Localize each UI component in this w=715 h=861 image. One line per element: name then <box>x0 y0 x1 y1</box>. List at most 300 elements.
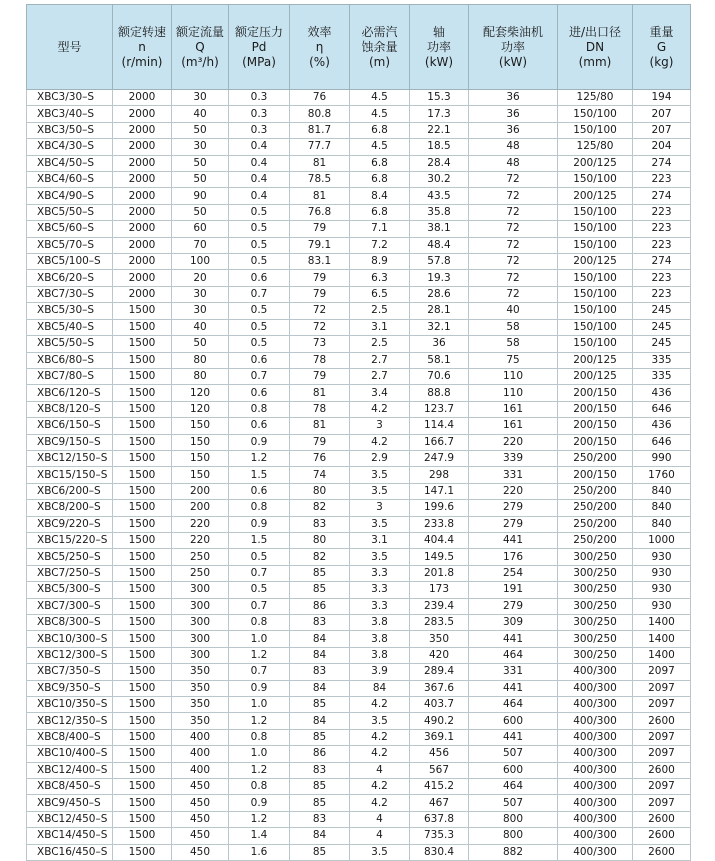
cell-engine-power: 279 <box>469 516 558 532</box>
cell-rated-flow: 150 <box>172 418 229 434</box>
cell-efficiency: 83 <box>290 762 350 778</box>
cell-inlet-outlet-diameter: 200/150 <box>558 467 633 483</box>
cell-inlet-outlet-diameter: 400/300 <box>558 746 633 762</box>
cell-npsh-required: 6.8 <box>350 155 410 171</box>
table-row <box>27 336 691 352</box>
cell-shaft-power: 467 <box>410 795 469 811</box>
table-row <box>27 221 691 237</box>
cell-inlet-outlet-diameter: 300/250 <box>558 565 633 581</box>
cell-rated-flow: 150 <box>172 467 229 483</box>
cell-shaft-power: 57.8 <box>410 254 469 270</box>
cell-shaft-power: 123.7 <box>410 401 469 417</box>
table-row <box>27 598 691 614</box>
cell-rated-pressure: 0.9 <box>229 680 290 696</box>
cell-shaft-power: 147.1 <box>410 483 469 499</box>
header-rated-pressure <box>229 5 290 90</box>
cell-rated-speed: 1500 <box>113 795 172 811</box>
cell-npsh-required: 8.4 <box>350 188 410 204</box>
table-row <box>27 286 691 302</box>
cell-model: XBC8/400–S <box>27 729 113 745</box>
cell-shaft-power: 88.8 <box>410 385 469 401</box>
cell-weight: 840 <box>633 516 691 532</box>
cell-model: XBC8/300–S <box>27 615 113 631</box>
cell-npsh-required: 3.5 <box>350 844 410 860</box>
header-model <box>27 5 113 90</box>
cell-model: XBC5/40–S <box>27 319 113 335</box>
cell-inlet-outlet-diameter: 250/200 <box>558 500 633 516</box>
cell-efficiency: 81 <box>290 188 350 204</box>
cell-inlet-outlet-diameter: 150/100 <box>558 270 633 286</box>
header-line: (MPa) <box>242 54 276 69</box>
cell-npsh-required: 2.5 <box>350 303 410 319</box>
cell-shaft-power: 149.5 <box>410 549 469 565</box>
cell-rated-pressure: 0.6 <box>229 352 290 368</box>
table-row <box>27 828 691 844</box>
cell-rated-flow: 120 <box>172 385 229 401</box>
cell-rated-speed: 1500 <box>113 401 172 417</box>
header-line: (kW) <box>424 54 454 69</box>
cell-rated-speed: 2000 <box>113 286 172 302</box>
cell-efficiency: 84 <box>290 647 350 663</box>
header-line: 额定压力 <box>234 24 283 39</box>
cell-weight: 840 <box>633 483 691 499</box>
header-line: 轴 <box>432 24 445 39</box>
cell-model: XBC8/450–S <box>27 779 113 795</box>
cell-efficiency: 74 <box>290 467 350 483</box>
cell-inlet-outlet-diameter: 400/300 <box>558 697 633 713</box>
cell-rated-pressure: 1.4 <box>229 828 290 844</box>
cell-inlet-outlet-diameter: 250/200 <box>558 532 633 548</box>
pump-spec-table <box>26 4 691 861</box>
table-row <box>27 582 691 598</box>
cell-npsh-required: 6.8 <box>350 122 410 138</box>
cell-engine-power: 72 <box>469 188 558 204</box>
cell-engine-power: 441 <box>469 680 558 696</box>
cell-npsh-required: 3.5 <box>350 549 410 565</box>
cell-efficiency: 76.8 <box>290 204 350 220</box>
cell-engine-power: 72 <box>469 286 558 302</box>
table-row <box>27 450 691 466</box>
cell-efficiency: 80 <box>290 532 350 548</box>
cell-rated-flow: 300 <box>172 598 229 614</box>
cell-efficiency: 85 <box>290 844 350 860</box>
cell-rated-speed: 1500 <box>113 631 172 647</box>
header-engine-power <box>469 5 558 90</box>
cell-inlet-outlet-diameter: 200/150 <box>558 385 633 401</box>
table-row <box>27 615 691 631</box>
header-npsh-required <box>350 5 410 90</box>
header-line: 额定流量 <box>175 24 224 39</box>
table-row <box>27 779 691 795</box>
cell-rated-speed: 1500 <box>113 368 172 384</box>
cell-engine-power: 464 <box>469 697 558 713</box>
header-line: 重量 <box>649 24 674 39</box>
cell-rated-speed: 2000 <box>113 139 172 155</box>
cell-efficiency: 79 <box>290 270 350 286</box>
cell-npsh-required: 3.9 <box>350 664 410 680</box>
cell-weight: 204 <box>633 139 691 155</box>
cell-model: XBC3/50–S <box>27 122 113 138</box>
header-rated-speed <box>113 5 172 90</box>
cell-engine-power: 75 <box>469 352 558 368</box>
cell-inlet-outlet-diameter: 200/125 <box>558 368 633 384</box>
cell-rated-pressure: 1.2 <box>229 450 290 466</box>
cell-efficiency: 84 <box>290 713 350 729</box>
cell-engine-power: 58 <box>469 336 558 352</box>
cell-inlet-outlet-diameter: 300/250 <box>558 582 633 598</box>
cell-efficiency: 82 <box>290 549 350 565</box>
cell-rated-speed: 2000 <box>113 254 172 270</box>
cell-rated-pressure: 1.0 <box>229 631 290 647</box>
cell-rated-flow: 70 <box>172 237 229 253</box>
cell-efficiency: 86 <box>290 746 350 762</box>
cell-rated-pressure: 0.5 <box>229 237 290 253</box>
cell-npsh-required: 3.5 <box>350 713 410 729</box>
cell-rated-flow: 300 <box>172 631 229 647</box>
cell-weight: 274 <box>633 254 691 270</box>
cell-efficiency: 84 <box>290 631 350 647</box>
table-row <box>27 172 691 188</box>
cell-rated-flow: 50 <box>172 336 229 352</box>
cell-engine-power: 40 <box>469 303 558 319</box>
cell-npsh-required: 6.8 <box>350 172 410 188</box>
cell-shaft-power: 28.4 <box>410 155 469 171</box>
cell-rated-pressure: 0.3 <box>229 90 290 106</box>
header-line: η <box>315 39 324 54</box>
cell-weight: 2097 <box>633 697 691 713</box>
cell-inlet-outlet-diameter: 150/100 <box>558 336 633 352</box>
cell-inlet-outlet-diameter: 400/300 <box>558 811 633 827</box>
cell-rated-pressure: 0.5 <box>229 303 290 319</box>
cell-weight: 245 <box>633 336 691 352</box>
cell-engine-power: 800 <box>469 811 558 827</box>
cell-rated-flow: 100 <box>172 254 229 270</box>
cell-weight: 223 <box>633 286 691 302</box>
cell-weight: 1400 <box>633 615 691 631</box>
cell-rated-flow: 400 <box>172 729 229 745</box>
cell-model: XBC6/120–S <box>27 385 113 401</box>
cell-efficiency: 77.7 <box>290 139 350 155</box>
table-row <box>27 844 691 860</box>
header-line: 效率 <box>307 24 332 39</box>
cell-rated-speed: 1500 <box>113 483 172 499</box>
cell-model: XBC7/30–S <box>27 286 113 302</box>
cell-shaft-power: 289.4 <box>410 664 469 680</box>
cell-rated-flow: 60 <box>172 221 229 237</box>
table-row <box>27 795 691 811</box>
cell-npsh-required: 2.5 <box>350 336 410 352</box>
cell-inlet-outlet-diameter: 400/300 <box>558 713 633 729</box>
cell-shaft-power: 28.6 <box>410 286 469 302</box>
cell-model: XBC3/40–S <box>27 106 113 122</box>
cell-weight: 2097 <box>633 680 691 696</box>
cell-engine-power: 507 <box>469 746 558 762</box>
cell-model: XBC4/60–S <box>27 172 113 188</box>
cell-shaft-power: 173 <box>410 582 469 598</box>
cell-rated-pressure: 0.7 <box>229 664 290 680</box>
cell-model: XBC5/300–S <box>27 582 113 598</box>
cell-weight: 646 <box>633 434 691 450</box>
cell-efficiency: 85 <box>290 729 350 745</box>
cell-shaft-power: 637.8 <box>410 811 469 827</box>
cell-npsh-required: 3.8 <box>350 615 410 631</box>
cell-rated-speed: 1500 <box>113 729 172 745</box>
table-row <box>27 434 691 450</box>
cell-engine-power: 72 <box>469 221 558 237</box>
cell-weight: 245 <box>633 303 691 319</box>
cell-rated-flow: 400 <box>172 762 229 778</box>
cell-rated-speed: 1500 <box>113 713 172 729</box>
cell-weight: 2097 <box>633 795 691 811</box>
cell-efficiency: 86 <box>290 598 350 614</box>
cell-inlet-outlet-diameter: 150/100 <box>558 172 633 188</box>
cell-shaft-power: 415.2 <box>410 779 469 795</box>
cell-efficiency: 84 <box>290 680 350 696</box>
cell-efficiency: 83.1 <box>290 254 350 270</box>
cell-inlet-outlet-diameter: 400/300 <box>558 828 633 844</box>
table-header <box>27 5 691 90</box>
cell-engine-power: 441 <box>469 729 558 745</box>
cell-model: XBC7/300–S <box>27 598 113 614</box>
cell-engine-power: 36 <box>469 90 558 106</box>
table-row <box>27 680 691 696</box>
cell-shaft-power: 201.8 <box>410 565 469 581</box>
cell-shaft-power: 367.6 <box>410 680 469 696</box>
cell-engine-power: 220 <box>469 483 558 499</box>
cell-weight: 223 <box>633 270 691 286</box>
cell-shaft-power: 43.5 <box>410 188 469 204</box>
cell-rated-flow: 150 <box>172 450 229 466</box>
cell-rated-flow: 30 <box>172 303 229 319</box>
cell-efficiency: 72 <box>290 319 350 335</box>
cell-shaft-power: 283.5 <box>410 615 469 631</box>
cell-rated-speed: 2000 <box>113 172 172 188</box>
cell-rated-flow: 120 <box>172 401 229 417</box>
cell-rated-pressure: 0.5 <box>229 254 290 270</box>
table-row <box>27 237 691 253</box>
cell-inlet-outlet-diameter: 300/250 <box>558 631 633 647</box>
cell-engine-power: 441 <box>469 631 558 647</box>
cell-weight: 2600 <box>633 844 691 860</box>
header-line: 额定转速 <box>117 24 166 39</box>
cell-npsh-required: 3.3 <box>350 582 410 598</box>
cell-inlet-outlet-diameter: 300/250 <box>558 598 633 614</box>
cell-rated-flow: 40 <box>172 319 229 335</box>
cell-rated-flow: 30 <box>172 90 229 106</box>
cell-inlet-outlet-diameter: 400/300 <box>558 762 633 778</box>
cell-inlet-outlet-diameter: 300/250 <box>558 549 633 565</box>
cell-model: XBC12/450–S <box>27 811 113 827</box>
cell-rated-speed: 1500 <box>113 385 172 401</box>
header-line: (kW) <box>498 54 528 69</box>
cell-inlet-outlet-diameter: 150/100 <box>558 286 633 302</box>
cell-rated-pressure: 1.2 <box>229 713 290 729</box>
cell-inlet-outlet-diameter: 200/125 <box>558 254 633 270</box>
cell-rated-speed: 1500 <box>113 664 172 680</box>
cell-rated-pressure: 1.2 <box>229 762 290 778</box>
cell-npsh-required: 6.5 <box>350 286 410 302</box>
cell-rated-flow: 350 <box>172 664 229 680</box>
cell-rated-flow: 80 <box>172 352 229 368</box>
cell-weight: 335 <box>633 352 691 368</box>
cell-inlet-outlet-diameter: 400/300 <box>558 729 633 745</box>
cell-model: XBC3/30–S <box>27 90 113 106</box>
header-line: 功率 <box>426 39 451 54</box>
cell-npsh-required: 6.8 <box>350 204 410 220</box>
cell-engine-power: 191 <box>469 582 558 598</box>
cell-weight: 194 <box>633 90 691 106</box>
cell-rated-pressure: 1.2 <box>229 647 290 663</box>
cell-shaft-power: 350 <box>410 631 469 647</box>
cell-rated-flow: 40 <box>172 106 229 122</box>
table-row <box>27 697 691 713</box>
cell-engine-power: 161 <box>469 418 558 434</box>
cell-model: XBC15/220–S <box>27 532 113 548</box>
cell-npsh-required: 4.2 <box>350 434 410 450</box>
header-weight <box>633 5 691 90</box>
header-line: G <box>656 39 667 54</box>
cell-rated-flow: 50 <box>172 122 229 138</box>
cell-model: XBC4/90–S <box>27 188 113 204</box>
cell-rated-pressure: 0.5 <box>229 336 290 352</box>
cell-model: XBC5/100–S <box>27 254 113 270</box>
cell-npsh-required: 4.2 <box>350 779 410 795</box>
header-line: 进/出口径 <box>568 24 622 39</box>
cell-rated-flow: 350 <box>172 680 229 696</box>
table-row <box>27 90 691 106</box>
cell-efficiency: 81 <box>290 155 350 171</box>
cell-rated-flow: 50 <box>172 204 229 220</box>
cell-model: XBC5/50–S <box>27 204 113 220</box>
cell-rated-speed: 1500 <box>113 844 172 860</box>
cell-model: XBC10/350–S <box>27 697 113 713</box>
cell-rated-pressure: 0.6 <box>229 483 290 499</box>
cell-shaft-power: 38.1 <box>410 221 469 237</box>
cell-inlet-outlet-diameter: 400/300 <box>558 680 633 696</box>
cell-npsh-required: 3 <box>350 500 410 516</box>
cell-weight: 930 <box>633 565 691 581</box>
cell-model: XBC5/70–S <box>27 237 113 253</box>
cell-rated-pressure: 0.6 <box>229 385 290 401</box>
cell-inlet-outlet-diameter: 250/200 <box>558 450 633 466</box>
cell-inlet-outlet-diameter: 200/125 <box>558 188 633 204</box>
cell-efficiency: 79.1 <box>290 237 350 253</box>
cell-rated-speed: 1500 <box>113 532 172 548</box>
cell-model: XBC12/350–S <box>27 713 113 729</box>
cell-efficiency: 85 <box>290 582 350 598</box>
cell-rated-flow: 220 <box>172 532 229 548</box>
cell-rated-pressure: 0.5 <box>229 204 290 220</box>
spec-table-container <box>26 4 690 861</box>
cell-rated-pressure: 0.6 <box>229 418 290 434</box>
cell-engine-power: 464 <box>469 647 558 663</box>
cell-rated-flow: 90 <box>172 188 229 204</box>
cell-engine-power: 72 <box>469 237 558 253</box>
cell-rated-speed: 1500 <box>113 697 172 713</box>
cell-inlet-outlet-diameter: 300/250 <box>558 647 633 663</box>
cell-shaft-power: 32.1 <box>410 319 469 335</box>
table-row <box>27 483 691 499</box>
cell-engine-power: 800 <box>469 828 558 844</box>
cell-weight: 930 <box>633 549 691 565</box>
cell-model: XBC7/350–S <box>27 664 113 680</box>
cell-efficiency: 85 <box>290 565 350 581</box>
cell-rated-pressure: 0.7 <box>229 598 290 614</box>
cell-efficiency: 79 <box>290 434 350 450</box>
cell-engine-power: 279 <box>469 598 558 614</box>
cell-npsh-required: 84 <box>350 680 410 696</box>
cell-efficiency: 79 <box>290 221 350 237</box>
cell-efficiency: 79 <box>290 286 350 302</box>
cell-rated-flow: 450 <box>172 811 229 827</box>
header-line: (m) <box>368 54 391 69</box>
cell-efficiency: 80 <box>290 483 350 499</box>
cell-shaft-power: 735.3 <box>410 828 469 844</box>
cell-inlet-outlet-diameter: 200/150 <box>558 418 633 434</box>
cell-inlet-outlet-diameter: 150/100 <box>558 303 633 319</box>
cell-model: XBC8/120–S <box>27 401 113 417</box>
cell-npsh-required: 3.5 <box>350 516 410 532</box>
table-row <box>27 565 691 581</box>
cell-efficiency: 76 <box>290 450 350 466</box>
cell-npsh-required: 4.5 <box>350 90 410 106</box>
cell-npsh-required: 2.7 <box>350 368 410 384</box>
header-line: (%) <box>309 54 330 69</box>
cell-rated-flow: 350 <box>172 713 229 729</box>
cell-inlet-outlet-diameter: 150/100 <box>558 221 633 237</box>
cell-engine-power: 72 <box>469 254 558 270</box>
cell-npsh-required: 2.7 <box>350 352 410 368</box>
header-line: (r/min) <box>121 54 163 69</box>
cell-npsh-required: 4.5 <box>350 139 410 155</box>
cell-model: XBC12/400–S <box>27 762 113 778</box>
table-row <box>27 532 691 548</box>
cell-weight: 2097 <box>633 729 691 745</box>
cell-model: XBC14/450–S <box>27 828 113 844</box>
cell-shaft-power: 233.8 <box>410 516 469 532</box>
cell-engine-power: 600 <box>469 762 558 778</box>
cell-rated-speed: 1500 <box>113 303 172 319</box>
cell-weight: 207 <box>633 122 691 138</box>
cell-rated-flow: 150 <box>172 434 229 450</box>
cell-rated-speed: 1500 <box>113 352 172 368</box>
cell-rated-flow: 300 <box>172 615 229 631</box>
table-row <box>27 549 691 565</box>
cell-model: XBC6/80–S <box>27 352 113 368</box>
cell-shaft-power: 420 <box>410 647 469 663</box>
header-line: 必需汽 <box>361 24 398 39</box>
cell-rated-speed: 1500 <box>113 467 172 483</box>
cell-weight: 335 <box>633 368 691 384</box>
cell-efficiency: 83 <box>290 615 350 631</box>
cell-weight: 436 <box>633 418 691 434</box>
cell-npsh-required: 3.3 <box>350 598 410 614</box>
cell-rated-speed: 1500 <box>113 434 172 450</box>
cell-model: XBC5/30–S <box>27 303 113 319</box>
cell-rated-pressure: 0.7 <box>229 286 290 302</box>
cell-engine-power: 464 <box>469 779 558 795</box>
cell-weight: 223 <box>633 172 691 188</box>
cell-shaft-power: 35.8 <box>410 204 469 220</box>
cell-shaft-power: 28.1 <box>410 303 469 319</box>
table-row <box>27 729 691 745</box>
cell-engine-power: 220 <box>469 434 558 450</box>
cell-weight: 2600 <box>633 828 691 844</box>
header-line: 功率 <box>500 39 525 54</box>
cell-shaft-power: 70.6 <box>410 368 469 384</box>
table-body <box>27 90 691 861</box>
cell-inlet-outlet-diameter: 200/150 <box>558 434 633 450</box>
